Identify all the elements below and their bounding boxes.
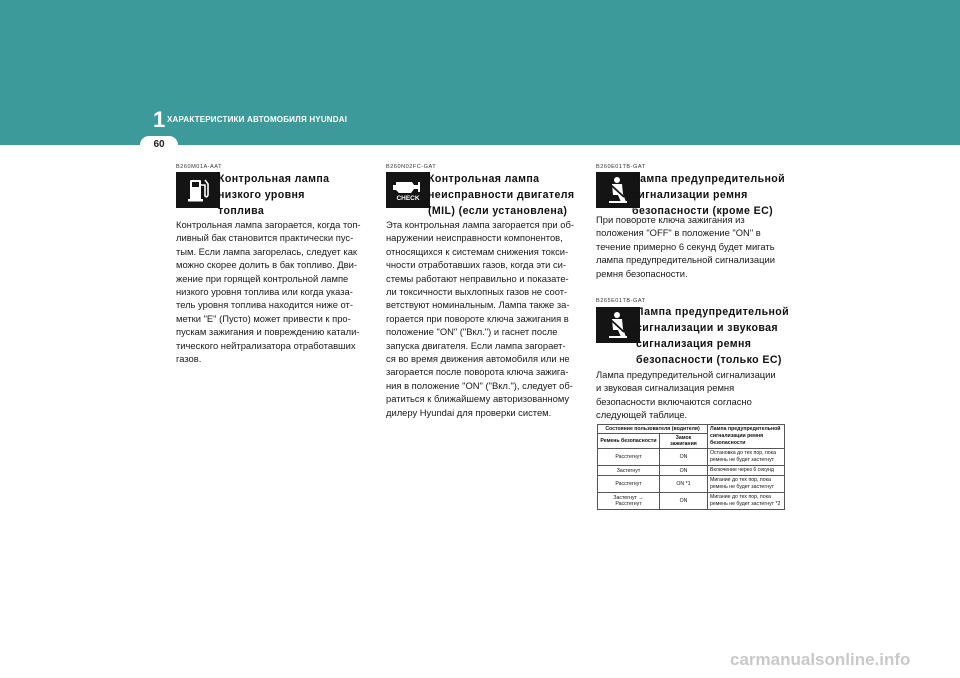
table-cell: Мигание до тех пор, пока ремень не будет застегнут *2 [708,493,785,510]
table-row [598,493,785,510]
body-text [386,218,575,419]
text-line: При повороте ключа зажигания из [596,214,745,225]
heading-line: Лампа предупредительной [636,306,790,318]
table-header-lamp: Лампа предупредительной сигнализации ремня безопасности [708,425,785,449]
heading-line: низкого уровня [218,189,305,201]
table-cell: Расстегнут [598,476,660,493]
text-line: Контрольная лампа загорается, когда топ- [176,219,361,230]
chapter-title: ХАРАКТЕРИСТИКИ АВТОМОБИЛЯ HYUNDAI [167,115,348,124]
body-text [176,218,364,365]
text-line: ратиться к ближайшему авторизованному [386,393,570,405]
text-line: наружении неисправности компонентов, [386,232,563,244]
table-cell: Включение через 6 секунд [708,466,785,476]
text-line: жение при горящей контрольной лампе [176,272,349,284]
table-cell: ON [659,466,707,476]
heading-line: сигнализация ремня [636,338,752,350]
section-heading [218,171,358,219]
text-line: лампа предупредительной сигнализации [596,254,775,266]
text-line: следующей таблице. [596,409,688,421]
seat-belt-warning-table [597,424,785,510]
heading-line: безопасности (только ЕС) [636,354,782,366]
table-group-header: Состояние пользователя (водителя) [598,425,708,434]
check-label: CHECK [396,195,420,202]
section-heading [428,171,578,219]
text-line: ся во время движения автомобиля или не [386,353,570,365]
table-header-belt: Ремень безопасности [598,434,660,449]
body-text [596,213,785,280]
text-line: метки "E" (Пусто) может привести к про- [176,312,351,324]
text-line: ветствуют номинальным. Лампа также за- [386,299,570,311]
text-line: дилеру Hyundai для проверки систем. [386,406,552,418]
heading-line: Контрольная лампа [428,173,540,185]
table-cell: Мигание до тех пор, пока ремень не будет застегнут [708,476,785,493]
heading-line: Контрольная лампа [218,173,330,185]
text-line: чности отработавших газов, когда эти си- [386,259,567,271]
text-line: низкого уровня топлива или когда указа- [176,286,353,298]
text-line: загорается после поворота ключа зажига- [386,366,569,378]
heading-line: безопасности (кроме ЕС) [632,205,774,217]
table-header-ignition: Замок зажигания [659,434,707,449]
text-line: запуска двигателя. Если лампа загорает- [386,339,566,351]
text-line: относящихся к системам снижения токси- [386,245,569,257]
body-text [596,368,785,422]
table-cell: Застегнут → Расстегнут [598,493,660,510]
heading-line: неисправности двигателя [428,189,575,201]
text-line: тического нейтрализатора отработавших [176,339,356,351]
table-cell: ON *1 [659,476,707,493]
table-cell: ON [659,449,707,466]
table-row [598,466,785,476]
section-code: B265E01TB-GAT [596,298,646,304]
text-line: течение примерно 6 секунд будет мигать [596,240,775,252]
heading-line: сигнализации и звуковая [636,322,778,334]
table-cell: Застегнут [598,466,660,476]
text-line: ливный бак становится практически пус- [176,232,354,244]
section-code: B260E01TB-GAT [596,164,646,170]
table-cell: Остановка до тех пор, пока ремень не будет застегнут [708,449,785,466]
table-row [598,476,785,493]
seat-belt-icon [596,307,640,343]
text-line: и звуковая сигнализация ремня [596,382,735,394]
text-line: положения "OFF" в положение "ON" в [596,227,761,239]
text-line: ния в положение "ON" ("Вкл."), следует об- [386,379,573,391]
table-cell: ON [659,493,707,510]
text-line: газов. [176,353,202,365]
section-code: B260M01A-AAT [176,164,223,170]
text-line: безопасности включаются согласно [596,395,752,407]
check-engine-icon [386,172,430,208]
text-line: можно скорее долить в бак топливо. Дви- [176,259,357,271]
text-line: Эта контрольная лампа загорается при об- [386,219,574,230]
text-line: горается при повороте ключа зажигания в [386,312,569,324]
heading-line: топлива [218,205,265,217]
page-number: 60 [153,139,165,150]
text-line: ли токсичности выхлопных газов не соот- [386,286,568,298]
text-line: ремня безопасности. [596,267,688,279]
text-line: Лампа предупредительной сигнализации [596,369,776,380]
table-row [598,449,785,466]
chapter-number: 1 [153,107,166,132]
heading-line: Лампа предупредительной [632,173,786,185]
section-code: B260N02FC-GAT [386,164,437,170]
section-heading [632,171,792,219]
text-line: тель уровня топлива находится ниже от- [176,299,353,311]
text-line: стемы работают неправильно и показате- [386,272,569,284]
fuel-pump-icon [176,172,220,208]
header-band [0,0,960,145]
table-cell: Расстегнут [598,449,660,466]
heading-line: сигнализации ремня [632,189,748,201]
text-line: тым. Если лампа загорелась, следует как [176,245,358,257]
watermark: carmanualsonline.info [730,650,911,669]
heading-line: (MIL) (если установлена) [428,205,568,217]
section-heading [636,304,791,368]
text-line: пускам зажигания и повреждению катали- [176,326,360,338]
text-line: положение "ON" ("Вкл.") и гаснет после [386,326,558,338]
